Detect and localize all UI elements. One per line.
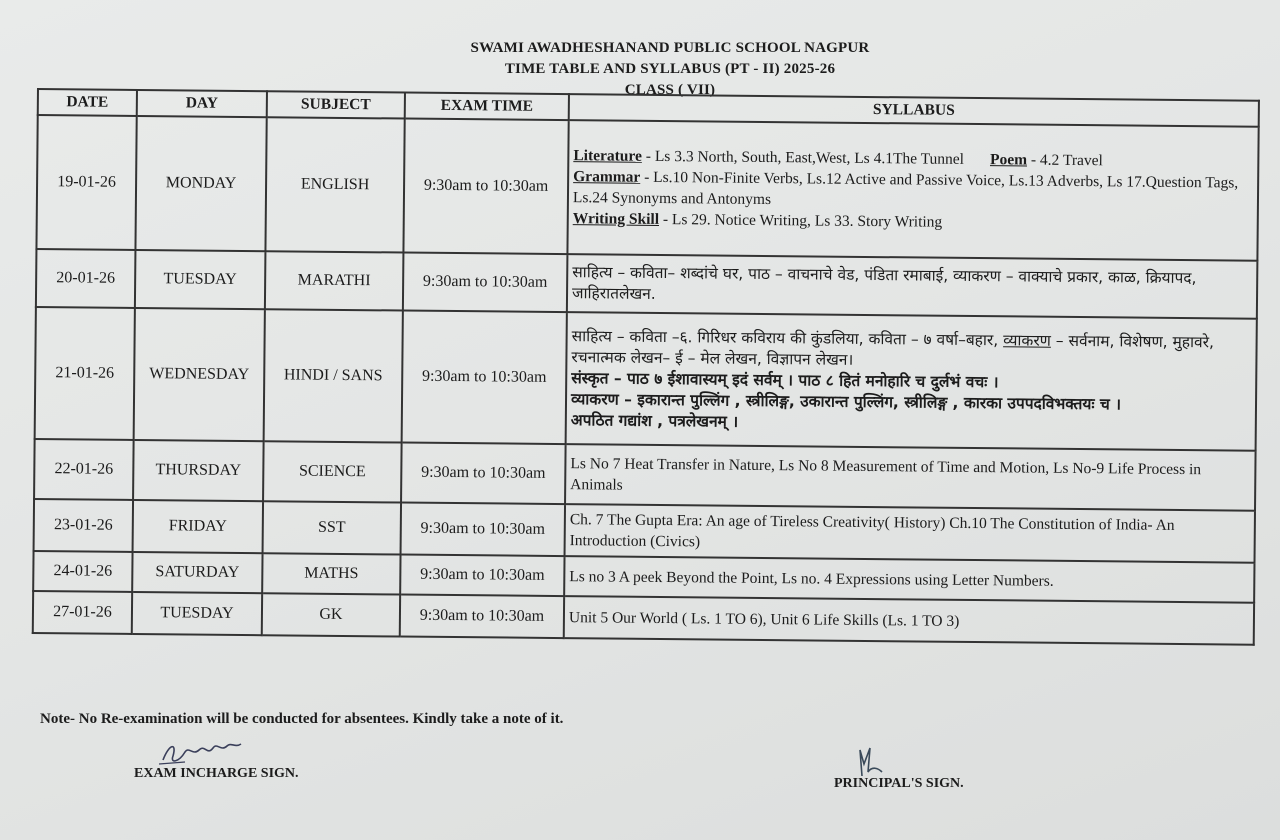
re-examination-note: Note- No Re-examination will be conducted for absentees. Kindly take a note of it.	[40, 711, 564, 727]
cell-day: FRIDAY	[133, 500, 263, 553]
cell-subject: GK	[262, 593, 400, 636]
cell-syllabus: Ls No 7 Heat Transfer in Nature, Ls No 8 Measurement of Time and Motion, Ls No-9 Life Process in Animals	[565, 444, 1256, 511]
literature-label: Literature	[573, 147, 643, 165]
school-name: SWAMI AWADHESHANAND PUBLIC SCHOOL NAGPUR	[470, 40, 870, 56]
timetable	[32, 88, 1260, 646]
col-subject: SUBJECT	[267, 91, 405, 118]
cell-date: 20-01-26	[36, 249, 136, 308]
cell-date: 24-01-26	[33, 551, 132, 592]
col-syllabus: SYLLABUS	[569, 94, 1259, 127]
cell-date: 21-01-26	[35, 307, 135, 440]
cell-time: 9:30am to 10:30am	[403, 253, 568, 313]
class-label: CLASS ( VII)	[624, 82, 716, 98]
cell-date: 22-01-26	[34, 439, 134, 500]
cell-time: 9:30am to 10:30am	[400, 555, 564, 597]
timetable-title: TIME TABLE AND SYLLABUS (PT - II) 2025-26	[504, 61, 836, 77]
cell-day: MONDAY	[135, 116, 266, 251]
cell-subject: MATHS	[262, 553, 400, 594]
cell-time: 9:30am to 10:30am	[402, 311, 567, 445]
cell-subject: SST	[263, 501, 401, 554]
cell-day: TUESDAY	[135, 250, 266, 309]
cell-time: 9:30am to 10:30am	[403, 119, 568, 255]
cell-date: 19-01-26	[36, 115, 136, 250]
cell-syllabus	[567, 120, 1258, 261]
col-exam-time: EXAM TIME	[405, 93, 569, 121]
cell-subject: SCIENCE	[263, 441, 402, 502]
cell-syllabus: Unit 5 Our World ( Ls. 1 TO 6), Unit 6 Life Skills (Ls. 1 TO 3)	[564, 596, 1254, 645]
cell-syllabus: Ch. 7 The Gupta Era: An age of Tireless Creativity( History) Ch.10 The Constitution of India- An Introduction (Civics)	[565, 504, 1255, 563]
grammar-text: - Ls.10 Non-Finite Verbs, Ls.12 Active and Passive Voice, Ls.13 Adverbs, Ls 17.Question Tags, Ls.24 Synonyms and Antonyms	[572, 168, 1239, 209]
grammar-label: Grammar	[573, 168, 641, 186]
writing-skill-label: Writing Skill	[572, 210, 660, 228]
table-row	[35, 307, 1257, 451]
sanskrit-grammar: व्याकरण – इकारान्त पुल्लिंग , स्त्रीलिङ्ग, उकारान्त पुल्लिंग, स्त्रीलिङ्ग , कारका उपपदविभक्तयः च ।	[570, 389, 1122, 413]
col-day: DAY	[137, 90, 267, 117]
cell-subject: ENGLISH	[265, 117, 404, 252]
cell-day: TUESDAY	[132, 592, 262, 635]
cell-syllabus: साहित्य – कविता– शब्दांचे घर, पाठ – वाचनाचे वेड, पंडिता रमाबाई, व्याकरण – वाक्याचे प्रकार, काळ, क्रियापद, जाहिरातलेखन.	[567, 254, 1258, 319]
cell-subject: HINDI / SANS	[264, 309, 403, 442]
exam-incharge-sign-label: EXAM INCHARGE SIGN.	[134, 766, 299, 781]
cell-syllabus	[566, 312, 1257, 451]
cell-time: 9:30am to 10:30am	[400, 595, 564, 639]
cell-day: THURSDAY	[133, 440, 264, 501]
hindi-grammar-text: – सर्वनाम, विशेषण, मुहावरे, रचनात्मक लेखन– ई – मेल लेखन, विज्ञापन लेखन।	[571, 331, 1215, 369]
literature-text: - Ls 3.3 North, South, East,West, Ls 4.1The Tunnel	[641, 147, 965, 168]
col-date: DATE	[38, 89, 137, 116]
cell-time: 9:30am to 10:30am	[401, 503, 565, 557]
hindi-literature: साहित्य – कविता –६. गिरिधर कविराय की कुंडलिया, कविता – ७ वर्षा–बहार,	[571, 326, 1004, 349]
exam-incharge-signature-scrawl	[155, 734, 255, 768]
poem-text: - 4.2 Travel	[1026, 151, 1103, 170]
cell-date: 23-01-26	[34, 499, 133, 552]
cell-day: SATURDAY	[132, 552, 262, 593]
table-row	[36, 115, 1258, 261]
sanskrit-writing: अपठित गद्यांश , पत्रलेखनम् ।	[570, 410, 739, 431]
hindi-grammar-label: व्याकरण	[1003, 330, 1052, 350]
poem-label: Poem	[989, 151, 1028, 169]
cell-time: 9:30am to 10:30am	[401, 443, 566, 505]
cell-date: 27-01-26	[33, 591, 132, 634]
principal-sign-label: PRINCIPAL'S SIGN.	[834, 776, 964, 791]
cell-subject: MARATHI	[265, 251, 404, 310]
cell-day: WEDNESDAY	[134, 308, 265, 441]
sanskrit-lessons: संस्कृत – पाठ ७ ईशावास्यम् इदं सर्वम् । पाठ ८ हितं मनोहारि च दुर्लभं वचः ।	[571, 368, 999, 391]
cell-syllabus: Ls no 3 A peek Beyond the Point, Ls no. 4 Expressions using Letter Numbers.	[564, 556, 1254, 603]
writing-skill-text: - Ls 29. Notice Writing, Ls 33. Story Writing	[658, 210, 943, 231]
